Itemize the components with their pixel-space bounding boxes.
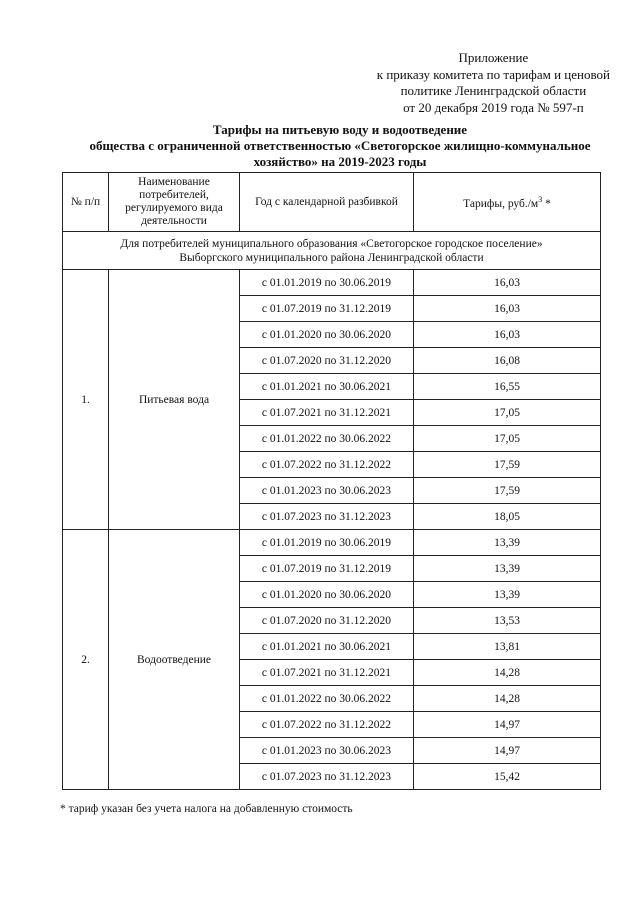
period-cell: с 01.01.2021 по 30.06.2021: [240, 374, 414, 400]
period-cell: с 01.07.2019 по 31.12.2019: [240, 556, 414, 582]
document-title: [60, 122, 620, 170]
section-line: Выборгского муниципального района Ленинградской области: [179, 251, 484, 264]
tariff-value-cell: 17,05: [414, 400, 601, 426]
tariff-value-cell: 14,28: [414, 686, 601, 712]
service-name: Питьевая вода: [109, 270, 240, 530]
tariff-value-cell: 16,08: [414, 348, 601, 374]
tariff-value-cell: 16,55: [414, 374, 601, 400]
appendix-line: от 20 декабря 2019 года № 597-п: [403, 99, 584, 115]
tariff-value-cell: 13,53: [414, 608, 601, 634]
period-cell: с 01.01.2020 по 30.06.2020: [240, 322, 414, 348]
period-cell: с 01.07.2023 по 31.12.2023: [240, 504, 414, 530]
tariff-value-cell: 13,39: [414, 530, 601, 556]
tariff-value-cell: 13,81: [414, 634, 601, 660]
header-tariff-sup: 3: [538, 195, 543, 205]
appendix-block: [377, 50, 610, 116]
period-cell: с 01.01.2019 по 30.06.2019: [240, 270, 414, 296]
section-line: Для потребителей муниципального образования «Светогорское городское поселение»: [120, 237, 543, 250]
tariff-value-cell: 15,42: [414, 764, 601, 790]
tariff-value-cell: 17,59: [414, 478, 601, 504]
appendix-line: политике Ленинградской области: [400, 83, 587, 98]
period-cell: с 01.01.2023 по 30.06.2023: [240, 738, 414, 764]
tariff-value-cell: 14,97: [414, 738, 601, 764]
period-cell: с 01.07.2022 по 31.12.2022: [240, 712, 414, 738]
header-period: Год с календарной разбивкой: [240, 173, 414, 232]
row-number: 1.: [63, 270, 109, 530]
table-header-row: [63, 173, 601, 232]
period-cell: с 01.01.2020 по 30.06.2020: [240, 582, 414, 608]
title-line: общества с ограниченной ответственностью «Светогорское жилищно-коммунальное: [89, 138, 591, 153]
period-cell: с 01.07.2020 по 31.12.2020: [240, 348, 414, 374]
period-cell: с 01.07.2023 по 31.12.2023: [240, 764, 414, 790]
tariff-value-cell: 18,05: [414, 504, 601, 530]
period-cell: с 01.07.2020 по 31.12.2020: [240, 608, 414, 634]
tariff-value-cell: 16,03: [414, 296, 601, 322]
header-name: Наименование потребителей, регулируемого вида деятельности: [109, 173, 240, 232]
tariffs-table: [62, 172, 601, 790]
period-cell: с 01.01.2019 по 30.06.2019: [240, 530, 414, 556]
header-tariff: [414, 173, 601, 232]
tariff-value-cell: 16,03: [414, 270, 601, 296]
tariff-value-cell: 17,05: [414, 426, 601, 452]
period-cell: с 01.01.2023 по 30.06.2023: [240, 478, 414, 504]
header-tariff-asterisk: *: [542, 197, 551, 210]
section-row: [63, 232, 601, 270]
section-cell: [63, 232, 601, 270]
period-cell: с 01.07.2019 по 31.12.2019: [240, 296, 414, 322]
title-line: хозяйство» на 2019-2023 годы: [253, 154, 427, 169]
title-line: Тарифы на питьевую воду и водоотведение: [212, 122, 468, 137]
table-row: [63, 270, 601, 296]
period-cell: с 01.07.2021 по 31.12.2021: [240, 400, 414, 426]
period-cell: с 01.01.2021 по 30.06.2021: [240, 634, 414, 660]
period-cell: с 01.01.2022 по 30.06.2022: [240, 686, 414, 712]
appendix-line: к приказу комитета по тарифам и ценовой: [376, 66, 610, 82]
tariff-value-cell: 16,03: [414, 322, 601, 348]
tariff-value-cell: 13,39: [414, 582, 601, 608]
header-num: № п/п: [63, 173, 109, 232]
period-cell: с 01.07.2021 по 31.12.2021: [240, 660, 414, 686]
period-cell: с 01.07.2022 по 31.12.2022: [240, 452, 414, 478]
header-tariff-label: Тарифы, руб./м: [463, 197, 539, 210]
table-row: [63, 530, 601, 556]
tariff-value-cell: 17,59: [414, 452, 601, 478]
period-cell: с 01.01.2022 по 30.06.2022: [240, 426, 414, 452]
row-number: 2.: [63, 530, 109, 790]
service-name: Водоотведение: [109, 530, 240, 790]
tariff-value-cell: 14,28: [414, 660, 601, 686]
footnote: * тариф указан без учета налога на добавленную стоимость: [60, 803, 353, 815]
appendix-line: Приложение: [458, 50, 529, 65]
tariff-value-cell: 14,97: [414, 712, 601, 738]
tariff-value-cell: 13,39: [414, 556, 601, 582]
